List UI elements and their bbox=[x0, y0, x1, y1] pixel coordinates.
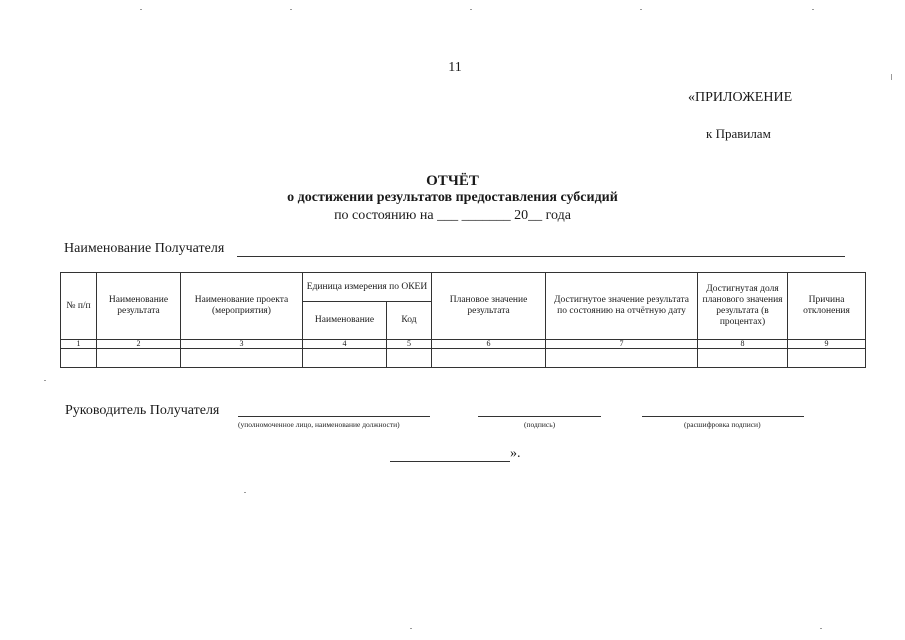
recipient-label: Наименование Получателя bbox=[64, 241, 225, 256]
decode-fill-line bbox=[642, 416, 804, 417]
signature-fill-line bbox=[478, 416, 601, 417]
report-subtitle: о достижении результатов предоставления субсидий bbox=[287, 190, 618, 205]
header-result-name: Наименование результата bbox=[97, 273, 181, 340]
position-fill-line bbox=[238, 416, 430, 417]
header-okei-name: Наименование bbox=[303, 302, 387, 340]
report-title: ОТЧЁТ bbox=[426, 173, 479, 189]
recipient-fill-line bbox=[237, 256, 845, 257]
scan-speck bbox=[44, 380, 46, 381]
date-fill-line bbox=[390, 461, 510, 462]
appendix-subtitle: к Правилам bbox=[706, 126, 771, 141]
header-okei-group: Единица измерения по ОКЕИ bbox=[303, 273, 432, 302]
scan-speck bbox=[470, 9, 472, 10]
signer-label: Руководитель Получателя bbox=[65, 403, 220, 418]
column-number-row bbox=[61, 340, 866, 349]
column-number: 6 bbox=[432, 340, 546, 349]
scan-speck bbox=[891, 74, 892, 80]
column-number: 3 bbox=[181, 340, 303, 349]
column-number: 4 bbox=[303, 340, 387, 349]
table-cell bbox=[788, 349, 866, 368]
table-cell bbox=[698, 349, 788, 368]
signature-caption: (подпись) bbox=[524, 420, 556, 429]
header-project-name: Наименование проекта (мероприятия) bbox=[181, 273, 303, 340]
page-number: 11 bbox=[448, 60, 462, 75]
scan-speck bbox=[410, 628, 412, 629]
table-cell bbox=[387, 349, 432, 368]
header-okei-code: Код bbox=[387, 302, 432, 340]
column-number: 7 bbox=[546, 340, 698, 349]
header-achieved-share: Достигнутая доля планового значения результата (в процентах) bbox=[698, 273, 788, 340]
table-cell bbox=[97, 349, 181, 368]
position-caption: (уполномоченное лицо, наименование должности) bbox=[238, 420, 400, 429]
scan-speck bbox=[812, 9, 814, 10]
table-cell bbox=[303, 349, 387, 368]
empty-data-row bbox=[61, 349, 866, 368]
header-deviation-reason: Причина отклонения bbox=[788, 273, 866, 340]
table-cell bbox=[61, 349, 97, 368]
table-cell bbox=[181, 349, 303, 368]
table-cell bbox=[546, 349, 698, 368]
report-date-line: по состоянию на ___ _______ 20__ года bbox=[334, 208, 571, 223]
scan-speck bbox=[244, 492, 246, 493]
column-number: 8 bbox=[698, 340, 788, 349]
column-number: 1 bbox=[61, 340, 97, 349]
table-cell bbox=[432, 349, 546, 368]
decode-caption: (расшифровка подписи) bbox=[684, 420, 761, 429]
header-achieved-value: Достигнутое значение результата по состоянию на отчётную дату bbox=[546, 273, 698, 340]
column-number: 9 bbox=[788, 340, 866, 349]
header-planned-value: Плановое значение результата bbox=[432, 273, 546, 340]
scan-speck bbox=[640, 9, 642, 10]
header-num: № п/п bbox=[61, 273, 97, 340]
column-number: 2 bbox=[97, 340, 181, 349]
closing-mark: ». bbox=[510, 446, 521, 461]
column-number: 5 bbox=[387, 340, 432, 349]
scan-speck bbox=[820, 628, 822, 629]
scan-speck bbox=[140, 9, 142, 10]
appendix-label: «ПРИЛОЖЕНИЕ bbox=[688, 90, 793, 105]
report-table bbox=[60, 272, 866, 368]
scan-speck bbox=[290, 9, 292, 10]
